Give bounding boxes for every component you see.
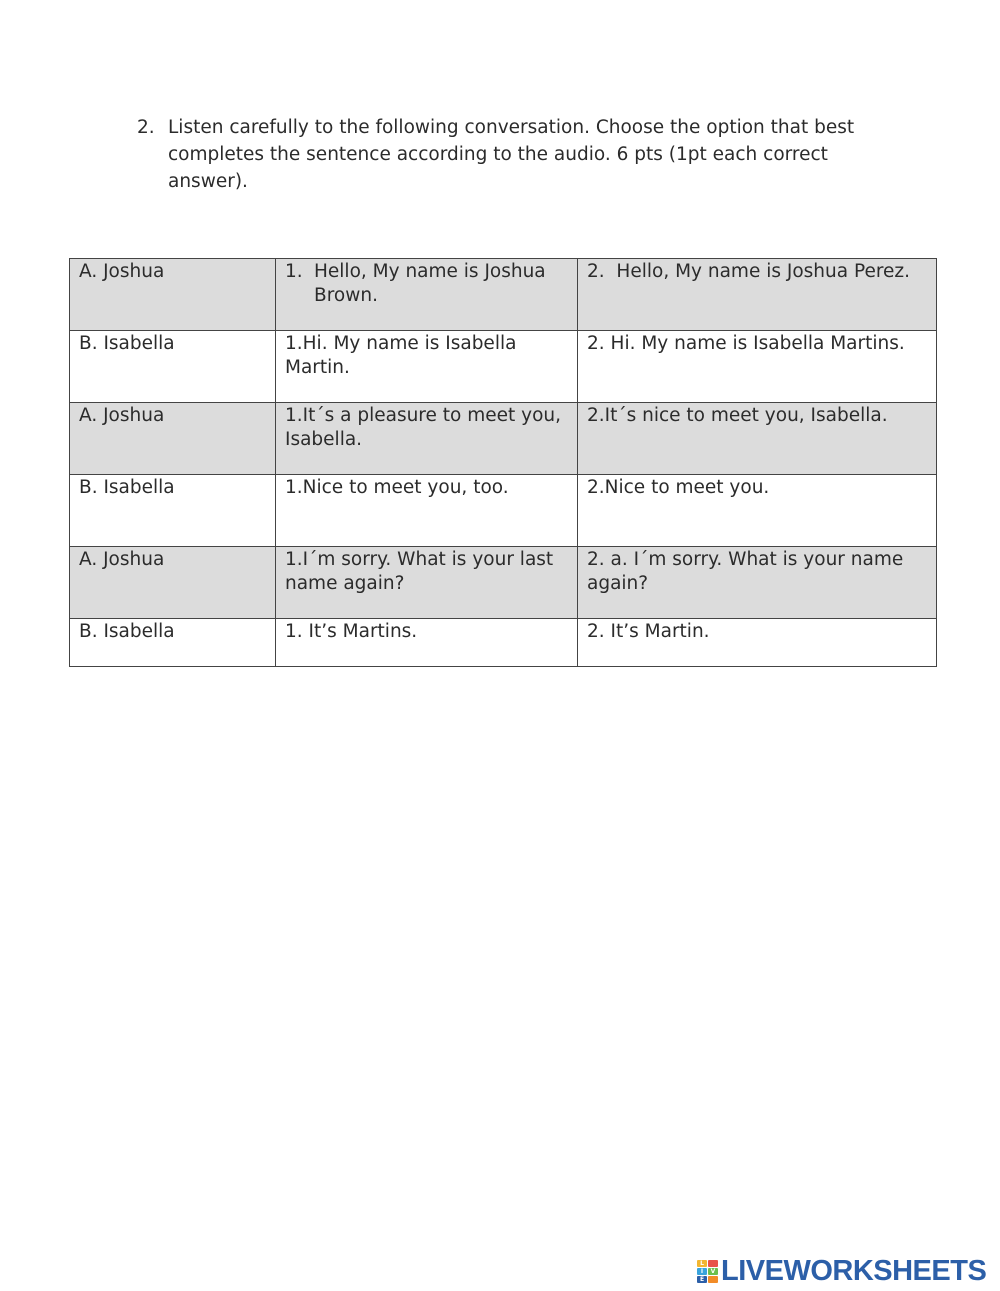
logo-tile: I — [697, 1268, 707, 1275]
instruction — [137, 114, 877, 195]
option-number: 2. — [587, 261, 605, 282]
option-1-cell[interactable]: 1. It’s Martins. — [276, 619, 578, 667]
option-text: Hello, My name is Joshua Brown. — [314, 261, 546, 306]
logo-wordmark: LIVEWORKSHEETS — [721, 1255, 987, 1287]
option-2-cell[interactable]: 2. Hi. My name is Isabella Martins. — [578, 331, 937, 403]
speaker-cell: A. Joshua — [70, 403, 276, 475]
logo-tile — [708, 1276, 718, 1283]
option-text: Hello, My name is Joshua Perez. — [616, 261, 911, 282]
instruction-text: Listen carefully to the following conversation. Choose the option that best completes the sentence according to the audio. 6 pts (1pt each correct answer). — [168, 117, 855, 192]
option-2-cell[interactable] — [578, 259, 937, 331]
conversation-table — [69, 258, 937, 667]
logo-tile: L — [697, 1260, 707, 1267]
table-row — [70, 259, 937, 331]
logo-tile: E — [697, 1276, 707, 1283]
table-row — [70, 547, 937, 619]
option-1-cell[interactable]: 1.Nice to meet you, too. — [276, 475, 578, 547]
table-row — [70, 619, 937, 667]
speaker-cell: B. Isabella — [70, 475, 276, 547]
speaker-cell: B. Isabella — [70, 331, 276, 403]
speaker-cell: A. Joshua — [70, 547, 276, 619]
liveworksheets-logo — [697, 1256, 986, 1286]
option-2-cell[interactable]: 2.Nice to meet you. — [578, 475, 937, 547]
table-row — [70, 475, 937, 547]
option-2-cell[interactable]: 2. It’s Martin. — [578, 619, 937, 667]
option-1-cell[interactable] — [276, 259, 578, 331]
logo-tile — [708, 1260, 718, 1267]
logo-tile: V — [708, 1268, 718, 1275]
option-2-cell[interactable]: 2. a. I´m sorry. What is your name again? — [578, 547, 937, 619]
speaker-cell: B. Isabella — [70, 619, 276, 667]
instruction-number: 2. — [137, 117, 155, 138]
logo-mark-icon — [697, 1260, 718, 1283]
option-1-cell[interactable]: 1.Hi. My name is Isabella Martin. — [276, 331, 578, 403]
speaker-cell: A. Joshua — [70, 259, 276, 331]
option-1-cell[interactable]: 1.It´s a pleasure to meet you, Isabella. — [276, 403, 578, 475]
table-row — [70, 403, 937, 475]
option-2-cell[interactable]: 2.It´s nice to meet you, Isabella. — [578, 403, 937, 475]
option-number: 1. — [285, 261, 303, 282]
option-1-cell[interactable]: 1.I´m sorry. What is your last name again? — [276, 547, 578, 619]
table-row — [70, 331, 937, 403]
